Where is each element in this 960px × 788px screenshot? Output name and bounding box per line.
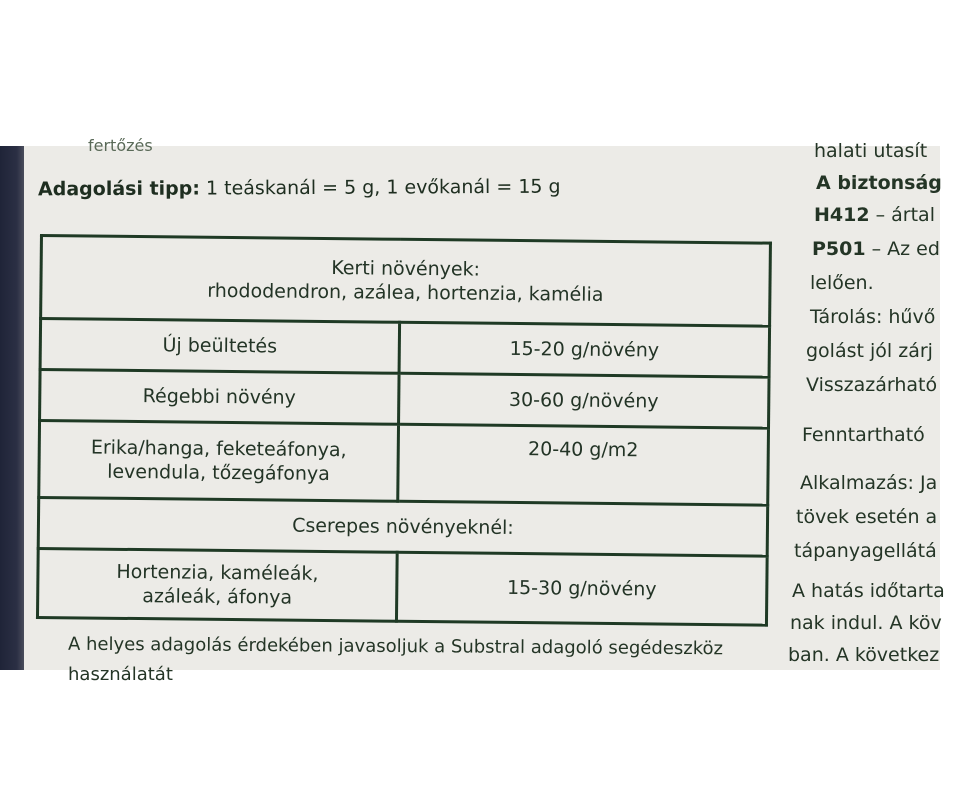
text-line: tápanyagellátá xyxy=(794,540,937,562)
label-photo xyxy=(0,136,945,685)
text-line: lelően. xyxy=(810,272,874,294)
table-header-row xyxy=(41,236,771,327)
p501-code: P501 xyxy=(812,238,866,260)
p501-line xyxy=(812,238,940,260)
dosage-table xyxy=(36,234,772,627)
dose-cell: 15-30 g/növény xyxy=(396,552,767,625)
safety-heading: A biztonság xyxy=(816,172,942,194)
dose-cell: 20-40 g/m2 xyxy=(398,424,769,505)
table-row xyxy=(37,548,767,625)
plant-line: azáleák, áfonya xyxy=(142,585,293,609)
text-line: golást jól zárj xyxy=(806,340,933,362)
text-line: Visszazárható xyxy=(806,374,938,396)
garden-plants-list: rhododendron, azálea, hortenzia, kamélia xyxy=(207,279,604,306)
plant-cell: Régebbi növény xyxy=(40,370,400,425)
text-line: tövek esetén a xyxy=(796,506,938,528)
p501-text: – Az ed xyxy=(865,238,940,260)
dosing-note-cut: használatát xyxy=(68,664,173,685)
dosing-note: A helyes adagolás érdekében javasoljuk a Substral adagoló segédeszköz xyxy=(67,633,724,660)
text-line: A hatás időtarta xyxy=(792,580,945,602)
pot-plants-header: Cserepes növényeknél: xyxy=(38,498,767,557)
h412-line xyxy=(814,204,935,226)
h412-text: – ártal xyxy=(869,204,935,226)
plant-line: levendula, tőzegáfonya xyxy=(107,460,330,486)
plant-line: Hortenzia, kaméleák, xyxy=(116,560,319,585)
cut-text-top-left: fertőzés xyxy=(88,136,153,155)
text-line: nak indul. A köv xyxy=(790,612,942,634)
dosage-tip xyxy=(38,176,561,201)
text-line: Tárolás: hűvő xyxy=(810,306,936,328)
pot-plants-header-row xyxy=(38,498,767,557)
plant-cell xyxy=(39,421,399,502)
dark-edge xyxy=(0,146,24,670)
dose-cell: 30-60 g/növény xyxy=(399,373,770,428)
table-row xyxy=(39,421,769,506)
table-row xyxy=(40,319,769,378)
dosage-tip-label: Adagolási tipp: xyxy=(37,177,201,201)
plant-cell: Új beültetés xyxy=(40,319,400,374)
cut-text: halati utasít xyxy=(814,140,928,162)
garden-plants-title: Kerti növények: xyxy=(331,257,481,281)
dose-cell: 15-20 g/növény xyxy=(399,322,770,377)
plant-line: Erika/hanga, feketeáfonya, xyxy=(90,436,347,462)
text-line: Alkalmazás: Ja xyxy=(800,472,938,494)
plant-cell xyxy=(37,548,397,621)
garden-plants-header xyxy=(41,236,771,327)
right-column-text xyxy=(788,140,960,670)
dosage-tip-text: 1 teáskanál = 5 g, 1 evőkanál = 15 g xyxy=(199,175,561,200)
text-line: ban. A következ xyxy=(788,644,940,666)
h412-code: H412 xyxy=(814,204,870,226)
text-line: Fenntartható xyxy=(802,424,925,446)
table-row xyxy=(40,370,769,429)
